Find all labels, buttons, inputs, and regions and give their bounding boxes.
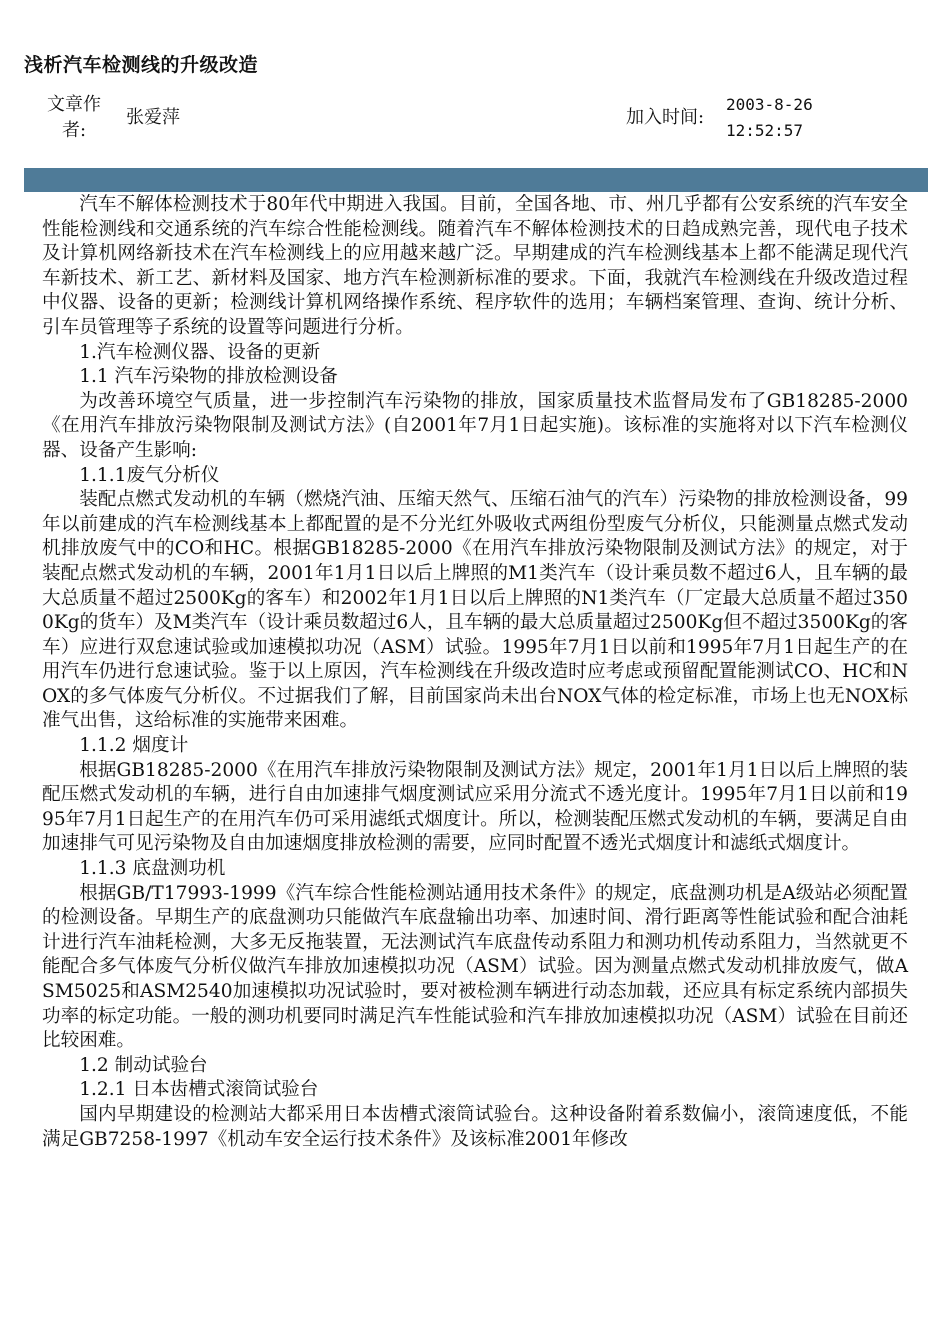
article-meta	[0, 92, 950, 152]
section-heading: 1.1.3 底盘测功机	[79, 858, 226, 880]
publish-time	[726, 92, 813, 144]
section-heading: 1.1.2 烟度计	[79, 735, 189, 757]
article-title: 浅析汽车检测线的升级改造	[24, 54, 259, 76]
publish-date: 2003-8-26	[726, 95, 813, 114]
section-heading: 1.2.1 日本齿槽式滚筒试验台	[79, 1079, 319, 1101]
section-heading: 1.汽车检测仪器、设备的更新	[79, 341, 321, 363]
section-heading: 1.1 汽车污染物的排放检测设备	[79, 366, 338, 388]
section-heading: 1.2 制动试验台	[79, 1054, 208, 1076]
paragraph: 根据GB18285-2000《在用汽车排放污染物限制及测试方法》规定，2001年1月1日以后上牌照的装配压燃式发动机的车辆，进行自由加速排气烟度测试应采用分流式不透光度计。1995年7月1日以前和1995年7月1日起生产的在用汽车仍可采用滤纸式烟度计。所以，检测装配压燃式发动机的车辆，要满足自由加速排气可见污染物及自由加速烟度排放检测的需要，应同时配置不透光式烟度计和滤纸式烟度计。	[42, 759, 908, 855]
author-label: 文章作者:	[47, 94, 101, 141]
paragraph: 根据GB/T17993-1999《汽车综合性能检测站通用技术条件》的规定，底盘测功机是A级站必须配置的检测设备。早期生产的底盘测功只能做汽车底盘输出功率、加速时间、滑行距离等性能试验和配合油耗计进行汽车油耗检测，大多无反拖装置，无法测试汽车底盘传动系阻力和测功机传动系阻力，当然就更不能配合多气体废气分析仪做汽车排放加速模拟功况（ASM）试验。因为测量点燃式发动机排放废气，做ASM5025和ASM2540加速模拟功况试验时，要对被检测车辆进行动态加载，还应具有标定系统内部损失功率的标定功能。一般的测功机要同时满足汽车性能试验和汽车排放加速模拟功况（ASM）试验在目前还比较困难。	[42, 882, 908, 1052]
time-label: 加入时间:	[626, 107, 705, 128]
paragraph: 汽车不解体检测技术于80年代中期进入我国。目前，全国各地、市、州几乎都有公安系统的汽车安全性能检测线和交通系统的汽车综合性能检测线。随着汽车不解体检测技术的日趋成熟完善，现代电子技术及计算机网络新技术在汽车检测线上的应用越来越广泛。早期建成的汽车检测线基本上都不能满足现代汽车新技术、新工艺、新材料及国家、地方汽车检测新标准的要求。下面，我就汽车检测线在升级改造过程中仪器、设备的更新；检测线计算机网络操作系统、程序软件的选用；车辆档案管理、查询、统计分析、引车员管理等子系统的设置等问题进行分析。	[42, 194, 908, 338]
article-body	[42, 193, 908, 1152]
paragraph: 国内早期建设的检测站大都采用日本齿槽式滚筒试验台。这种设备附着系数偏小，滚筒速度低，不能满足GB7258-1997《机动车安全运行技术条件》及该标准2001年修改	[42, 1103, 908, 1150]
author-name: 张爱萍	[126, 107, 180, 128]
section-heading: 1.1.1废气分析仪	[79, 464, 220, 486]
publish-clock: 12:52:57	[726, 121, 804, 140]
paragraph: 装配点燃式发动机的车辆（燃烧汽油、压缩天然气、压缩石油气的汽车）污染物的排放检测设备，99年以前建成的汽车检测线基本上都配置的是不分光红外吸收式两组份型废气分析仪，只能测量点燃式发动机排放废气中的CO和HC。根据GB18285-2000《在用汽车排放污染物限制及测试方法》的规定，对于装配点燃式发动机的车辆，2001年1月1日以后上牌照的M1类汽车（设计乘员数不超过6人，且车辆的最大总质量不超过2500Kg的客车）和2002年1月1日以后上牌照的N1类汽车（厂定最大总质量不超过3500Kg的货车）及M类汽车（设计乘员数超过6人，且车辆的最大总质量超过2500Kg但不超过3500Kg的客车）应进行双怠速试验或加速模拟功况（ASM）试验。1995年7月1日以前和1995年7月1日起生产的在用汽车仍进行怠速试验。鉴于以上原因，汽车检测线在升级改造时应考虑或预留配置能测试CO、HC和NOX的多气体废气分析仪。不过据我们了解，目前国家尚未出台NOX气体的检定标准，市场上也无NOX标准气出售，这给标准的实施带来困难。	[42, 489, 908, 732]
header-divider-bar	[24, 168, 928, 192]
paragraph: 为改善环境空气质量，进一步控制汽车污染物的排放，国家质量技术监督局发布了GB18285-2000《在用汽车排放污染物限制及测试方法》(自2001年7月1日起实施)。该标准的实施将对以下汽车检测仪器、设备产生影响:	[42, 390, 908, 461]
